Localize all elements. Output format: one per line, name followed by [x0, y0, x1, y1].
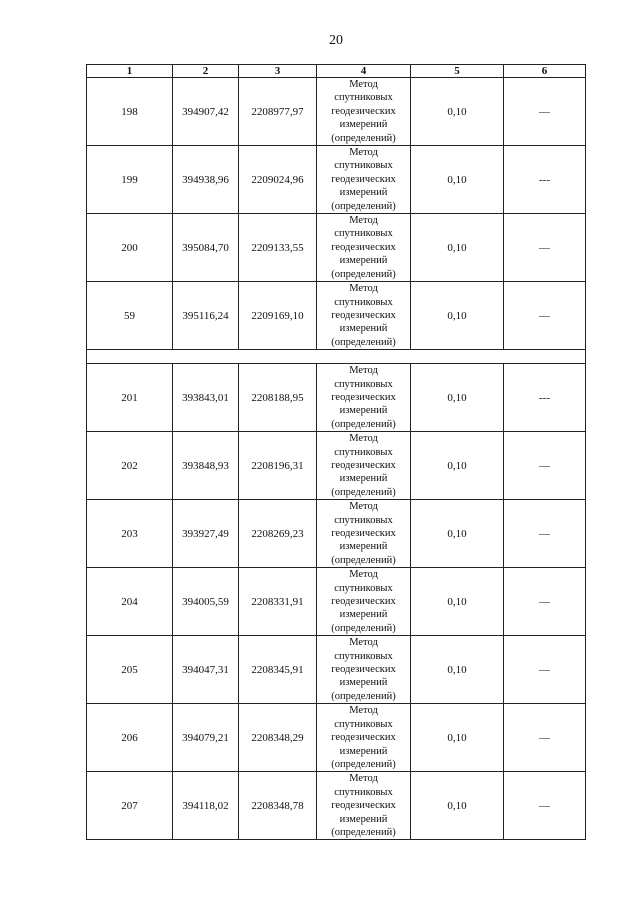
- method-cell: [317, 568, 411, 636]
- method-text-line: (определений): [331, 132, 396, 144]
- description-cell: —: [504, 568, 586, 636]
- method-text-line: измерений: [339, 609, 388, 621]
- method-text-line: спутниковых: [334, 718, 393, 730]
- method-text-line: спутниковых: [334, 296, 393, 308]
- method-text-line: (определений): [331, 336, 396, 348]
- method-text-line: спутниковых: [334, 786, 393, 798]
- method-text-line: Метод: [349, 637, 378, 649]
- method-text-line: спутниковых: [334, 92, 393, 104]
- method-text-line: (определений): [331, 200, 396, 212]
- point-number-cell: 199: [87, 146, 173, 214]
- point-number-cell: 207: [87, 772, 173, 840]
- method-text-line: Метод: [349, 501, 378, 513]
- description-cell: —: [504, 214, 586, 282]
- method-cell: [317, 282, 411, 350]
- point-number-cell: 59: [87, 282, 173, 350]
- table-row: [87, 214, 586, 282]
- description-cell: —: [504, 500, 586, 568]
- accuracy-cell: 0,10: [411, 282, 504, 350]
- accuracy-cell: 0,10: [411, 500, 504, 568]
- y-coordinate-cell: 2209024,96: [239, 146, 317, 214]
- table-row: [87, 78, 586, 146]
- method-text-line: Метод: [349, 433, 378, 445]
- method-text-line: геодезических: [331, 459, 396, 471]
- table-body: [87, 78, 586, 840]
- method-text-line: геодезических: [331, 528, 396, 539]
- description-cell: ---: [504, 146, 586, 214]
- method-text-line: геодезических: [331, 173, 396, 185]
- method-text-line: спутниковых: [334, 160, 393, 172]
- method-text-line: измерений: [339, 323, 388, 335]
- y-coordinate-cell: 2208345,91: [239, 636, 317, 704]
- y-coordinate-cell: 2208348,78: [239, 772, 317, 840]
- method-text-line: измерений: [339, 473, 388, 485]
- method-text-line: измерений: [339, 813, 388, 825]
- method-text-line: измерений: [339, 119, 388, 131]
- column-header-4: 4: [317, 65, 411, 78]
- accuracy-cell: 0,10: [411, 432, 504, 500]
- x-coordinate-cell: 393848,93: [173, 432, 239, 500]
- accuracy-cell: 0,10: [411, 78, 504, 146]
- y-coordinate-cell: 2209169,10: [239, 282, 317, 350]
- accuracy-cell: 0,10: [411, 364, 504, 432]
- method-text-line: Метод: [349, 705, 378, 717]
- table-row: [87, 146, 586, 214]
- group-separator-row: [87, 350, 586, 364]
- column-header-1: 1: [87, 65, 173, 78]
- method-cell: [317, 214, 411, 282]
- method-text-line: спутниковых: [334, 514, 393, 526]
- table-row: [87, 636, 586, 704]
- y-coordinate-cell: 2208331,91: [239, 568, 317, 636]
- description-cell: —: [504, 636, 586, 704]
- method-text-line: (определений): [331, 554, 396, 566]
- point-number-cell: 201: [87, 364, 173, 432]
- accuracy-cell: 0,10: [411, 772, 504, 840]
- accuracy-cell: 0,10: [411, 146, 504, 214]
- column-header-5: 5: [411, 65, 504, 78]
- method-cell: [317, 364, 411, 432]
- table-row: [87, 432, 586, 500]
- method-cell: [317, 636, 411, 704]
- description-cell: —: [504, 78, 586, 146]
- method-text-line: (определений): [331, 486, 396, 498]
- x-coordinate-cell: 394005,59: [173, 568, 239, 636]
- table-row: [87, 282, 586, 350]
- method-cell: [317, 704, 411, 772]
- point-number-cell: 198: [87, 78, 173, 146]
- description-cell: ---: [504, 364, 586, 432]
- y-coordinate-cell: 2208977,97: [239, 78, 317, 146]
- x-coordinate-cell: 395116,24: [173, 282, 239, 350]
- y-coordinate-cell: 2208196,31: [239, 432, 317, 500]
- coordinates-table: [86, 64, 586, 840]
- method-text-line: Метод: [349, 215, 378, 227]
- method-text-line: Метод: [349, 147, 378, 159]
- table-row: [87, 568, 586, 636]
- y-coordinate-cell: 2208269,23: [239, 500, 317, 568]
- x-coordinate-cell: 394118,02: [173, 772, 239, 840]
- method-text-line: геодезических: [331, 596, 396, 608]
- method-text-line: (определений): [331, 418, 396, 430]
- method-text-line: спутниковых: [334, 446, 393, 458]
- point-number-cell: 204: [87, 568, 173, 636]
- point-number-cell: 202: [87, 432, 173, 500]
- method-text-line: измерений: [339, 745, 388, 757]
- method-text-line: измерений: [339, 255, 388, 267]
- method-text-line: геодезических: [331, 800, 396, 812]
- description-cell: —: [504, 432, 586, 500]
- method-text-line: спутниковых: [334, 582, 393, 594]
- method-text-line: геодезических: [331, 241, 396, 253]
- column-header-6: 6: [504, 65, 586, 78]
- method-text-line: Метод: [349, 79, 378, 90]
- x-coordinate-cell: 394079,21: [173, 704, 239, 772]
- method-cell: [317, 78, 411, 146]
- point-number-cell: 206: [87, 704, 173, 772]
- method-text-line: Метод: [349, 365, 378, 377]
- point-number-cell: 203: [87, 500, 173, 568]
- x-coordinate-cell: 394907,42: [173, 78, 239, 146]
- y-coordinate-cell: 2209133,55: [239, 214, 317, 282]
- method-text-line: измерений: [339, 541, 388, 553]
- x-coordinate-cell: 394938,96: [173, 146, 239, 214]
- y-coordinate-cell: 2208188,95: [239, 364, 317, 432]
- method-text-line: (определений): [331, 758, 396, 770]
- method-text-line: спутниковых: [334, 378, 393, 390]
- x-coordinate-cell: 395084,70: [173, 214, 239, 282]
- method-text-line: Метод: [349, 569, 378, 581]
- description-cell: —: [504, 772, 586, 840]
- column-header-2: 2: [173, 65, 239, 78]
- page-number: 20: [329, 33, 343, 48]
- x-coordinate-cell: 394047,31: [173, 636, 239, 704]
- method-text-line: спутниковых: [334, 650, 393, 662]
- table-row: [87, 364, 586, 432]
- accuracy-cell: 0,10: [411, 636, 504, 704]
- method-text-line: Метод: [349, 773, 378, 785]
- x-coordinate-cell: 393927,49: [173, 500, 239, 568]
- method-text-line: (определений): [331, 690, 396, 702]
- method-text-line: измерений: [339, 677, 388, 689]
- method-text-line: (определений): [331, 268, 396, 280]
- accuracy-cell: 0,10: [411, 568, 504, 636]
- method-text-line: геодезических: [331, 732, 396, 744]
- accuracy-cell: 0,10: [411, 214, 504, 282]
- method-cell: [317, 500, 411, 568]
- method-text-line: геодезических: [331, 664, 396, 676]
- header-row: [87, 65, 586, 78]
- column-header-3: 3: [239, 65, 317, 78]
- x-coordinate-cell: 393843,01: [173, 364, 239, 432]
- point-number-cell: 205: [87, 636, 173, 704]
- description-cell: —: [504, 704, 586, 772]
- accuracy-cell: 0,10: [411, 704, 504, 772]
- point-number-cell: 200: [87, 214, 173, 282]
- method-cell: [317, 432, 411, 500]
- group-separator-cell: [87, 350, 586, 364]
- table-row: [87, 704, 586, 772]
- method-cell: [317, 146, 411, 214]
- table-row: [87, 500, 586, 568]
- method-text-line: измерений: [339, 405, 388, 417]
- method-text-line: (определений): [331, 826, 396, 838]
- description-cell: —: [504, 282, 586, 350]
- method-text-line: геодезических: [331, 391, 396, 403]
- y-coordinate-cell: 2208348,29: [239, 704, 317, 772]
- method-text-line: (определений): [331, 622, 396, 634]
- method-text-line: геодезических: [331, 105, 396, 117]
- method-text-line: геодезических: [331, 309, 396, 321]
- method-text-line: Метод: [349, 283, 378, 295]
- method-cell: [317, 772, 411, 840]
- method-text-line: спутниковых: [334, 228, 393, 240]
- table-row: [87, 772, 586, 840]
- method-text-line: измерений: [339, 187, 388, 199]
